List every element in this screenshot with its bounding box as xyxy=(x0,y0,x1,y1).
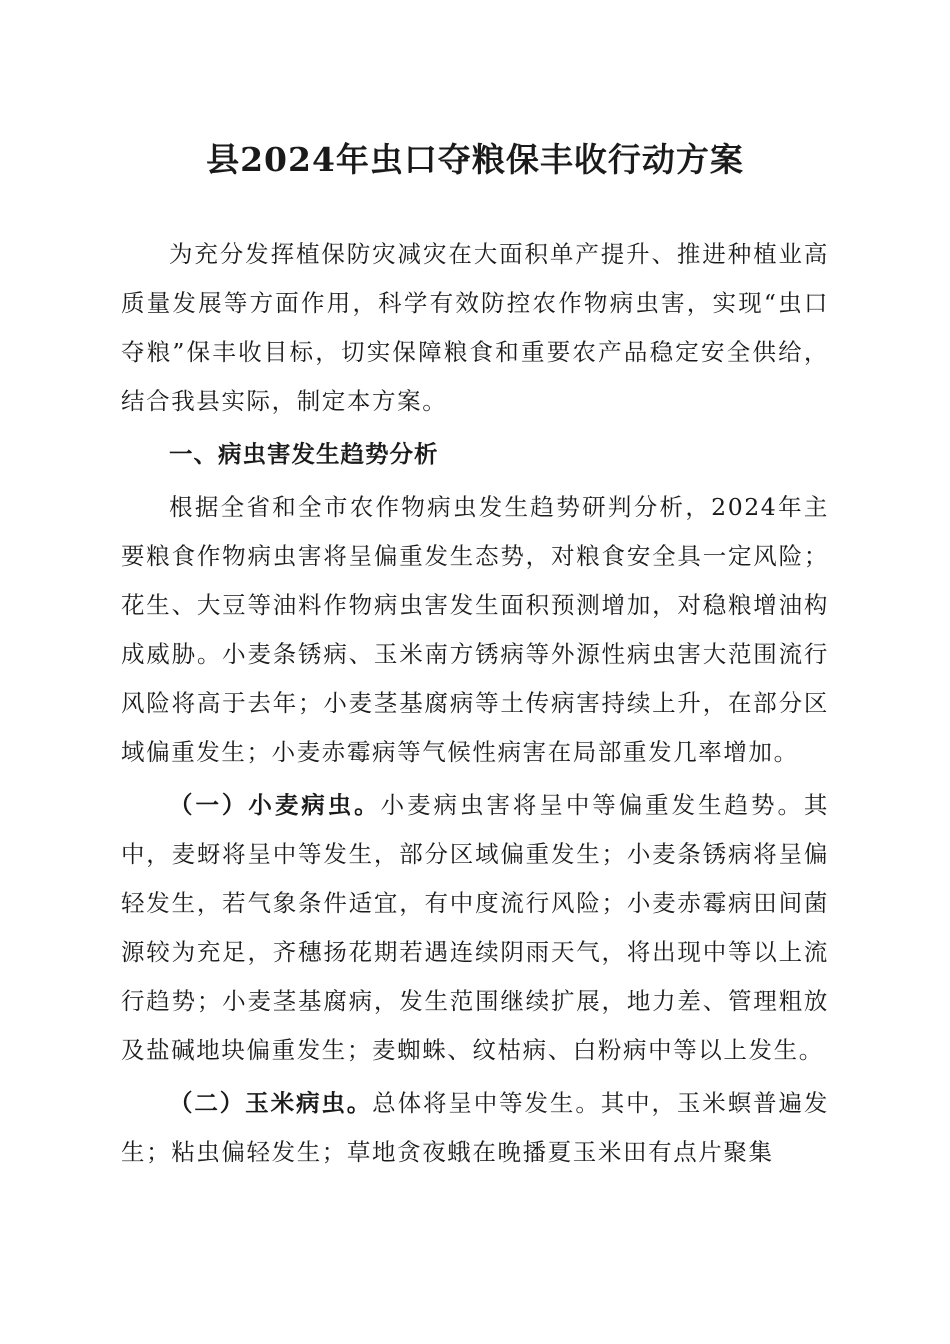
section-heading-trend-analysis: 一、病虫害发生趋势分析 xyxy=(169,440,439,468)
document-body xyxy=(121,230,829,1177)
corn-pests-text: 总体将呈中等发生。其中，玉米螟普遍发生；粘虫偏轻发生；草地贪夜蛾在晚播夏玉米田有点片聚集 xyxy=(121,1089,829,1166)
document-title: 县2024年虫口夺粮保丰收行动方案 xyxy=(206,140,744,179)
intro-paragraph: 为充分发挥植保防灾减灾在大面积单产提升、推进种植业高质量发展等方面作用，科学有效防控农作物病虫害，实现“虫口夺粮”保丰收目标，切实保障粮食和重要农产品稳定安全供给，结合我县实际，制定本方案。 xyxy=(121,240,829,415)
wheat-pests-label: （一）小麦病虫。 xyxy=(169,791,381,819)
wheat-pests-text: 小麦病虫害将呈中等偏重发生趋势。其中，麦蚜将呈中等发生，部分区域偏重发生；小麦条锈病将呈偏轻发生，若气象条件适宜，有中度流行风险；小麦赤霉病田间菌源较为充足，齐穗扬花期若遇连续阴雨天气，将出现中等以上流行趋势；小麦茎基腐病，发生范围继续扩展，地力差、管理粗放及盐碱地块偏重发生；麦蜘蛛、纹枯病、白粉病中等以上发生。 xyxy=(121,791,829,1064)
corn-pests-label: （二）玉米病虫。 xyxy=(169,1089,373,1117)
trend-analysis-paragraph: 根据全省和全市农作物病虫发生趋势研判分析，2024年主要粮食作物病虫害将呈偏重发生态势，对粮食安全具一定风险；花生、大豆等油料作物病虫害发生面积预测增加，对稳粮增油构成威胁。小麦条锈病、玉米南方锈病等外源性病虫害大范围流行风险将高于去年；小麦茎基腐病等土传病害持续上升，在部分区域偏重发生；小麦赤霉病等气候性病害在局部重发几率增加。 xyxy=(121,493,829,766)
corn-pests-paragraph xyxy=(121,1079,829,1177)
wheat-pests-paragraph xyxy=(121,781,829,1075)
